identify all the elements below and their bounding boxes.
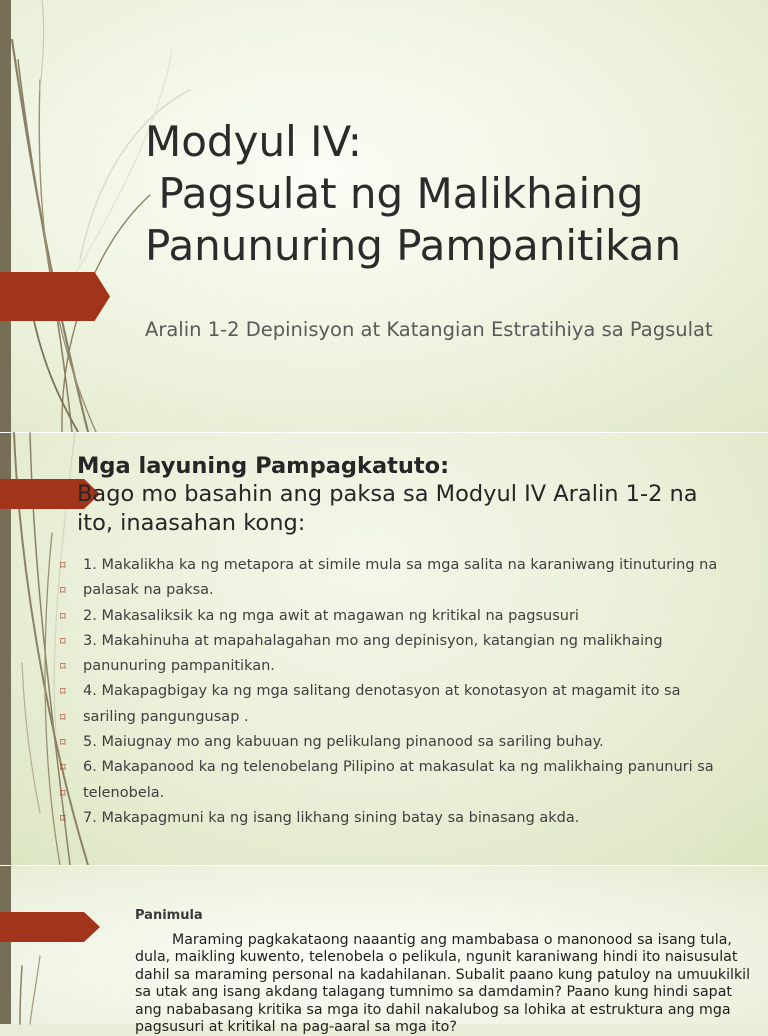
list-item-text: 2. Makasaliksik ka ng mga awit at magawan ng kritikal na pagsusuri (83, 607, 579, 624)
arrow-bullet-icon: ⌑ (60, 786, 66, 800)
list-item (60, 654, 740, 679)
list-item (60, 806, 740, 831)
arrow-bullet-icon: ⌑ (60, 761, 66, 775)
objectives-list (60, 553, 740, 831)
list-item (60, 705, 740, 730)
heading-bold: Mga layuning Pampagkatuto: (77, 453, 450, 479)
list-item-text: palasak na paksa. (83, 582, 214, 599)
list-item (60, 781, 740, 806)
list-item (60, 730, 740, 755)
list-item-text: 1. Makalikha ka ng metapora at simile mula sa mga salita na karaniwang itinuturing na (83, 557, 718, 573)
intro-paragraph: Maraming pagkakataong naaantig ang mambabasa o manonood sa isang tula, dula, maikling kuwento, telenobela o pelikula, ngunit karaniwang hindi ito naisusulat dahil sa maraming personal na kadahilanan. Subalit paano kung patuloy na umuukilkil sa utak ang isang akdang talagang tumnimo sa damdamin? Paano kung hindi sapat ang nababasang kritika sa mga ito dahil nakalubog sa lohika at estruktura ang mga pagsusuri at kritikal na pag-aaral sa mga ito? (135, 932, 751, 1036)
list-item (60, 755, 740, 780)
heading-intro: Bago mo basahin ang paksa sa Modyul IV Aralin 1-2 na ito, inaasahan kong: (77, 481, 698, 536)
arrow-bullet-icon: ⌑ (60, 584, 66, 598)
arrow-bullet-icon: ⌑ (60, 634, 66, 648)
arrow-bullet-icon: ⌑ (60, 710, 66, 724)
arrow-bullet-icon: ⌑ (60, 685, 66, 699)
objectives-slide (0, 433, 768, 865)
list-item (60, 629, 740, 654)
slide-title (145, 116, 681, 272)
section-heading: Panimula (135, 908, 203, 923)
objectives-heading (77, 453, 737, 538)
list-item (60, 578, 740, 603)
title-line: Modyul IV: (145, 117, 362, 166)
red-accent-tab (0, 272, 110, 321)
arrow-bullet-icon: ⌑ (60, 609, 66, 623)
list-item-text: panunuring pampanitikan. (83, 658, 275, 675)
introduction-slide (0, 866, 768, 1036)
list-item-text: sariling pangungusap . (83, 708, 249, 725)
arrow-bullet-icon: ⌑ (60, 811, 66, 825)
slide-subtitle: Aralin 1-2 Depinisyon at Katangian Estratihiya sa Pagsulat (145, 318, 713, 341)
arrow-bullet-icon: ⌑ (60, 660, 66, 674)
list-item-text: 6. Makapanood ka ng telenobelang Pilipino at makasulat ka ng malikhaing panunuri sa (83, 759, 714, 776)
list-item (60, 679, 740, 704)
title-line: Pagsulat ng Malikhaing (145, 169, 644, 218)
list-item (60, 604, 740, 629)
arrow-bullet-icon: ⌑ (60, 559, 66, 572)
title-slide (0, 0, 768, 432)
list-item-text: 3. Makahinuha at mapahalagahan mo ang depinisyon, katangian ng malikhaing (83, 632, 663, 649)
list-item (60, 553, 740, 578)
list-item-text: telenobela. (83, 784, 165, 801)
red-accent-tab (0, 912, 100, 942)
list-item-text: 5. Maiugnay mo ang kabuuan ng pelikulang pinanood sa sariling buhay. (83, 734, 604, 751)
list-item-text: 4. Makapagbigay ka ng mga salitang denotasyon at konotasyon at magamit ito sa (83, 683, 681, 700)
list-item-text: 7. Makapagmuni ka ng isang likhang sining batay sa binasang akda. (83, 809, 580, 826)
title-line: Panunuring Pampanitikan (145, 221, 682, 270)
arrow-bullet-icon: ⌑ (60, 736, 66, 750)
